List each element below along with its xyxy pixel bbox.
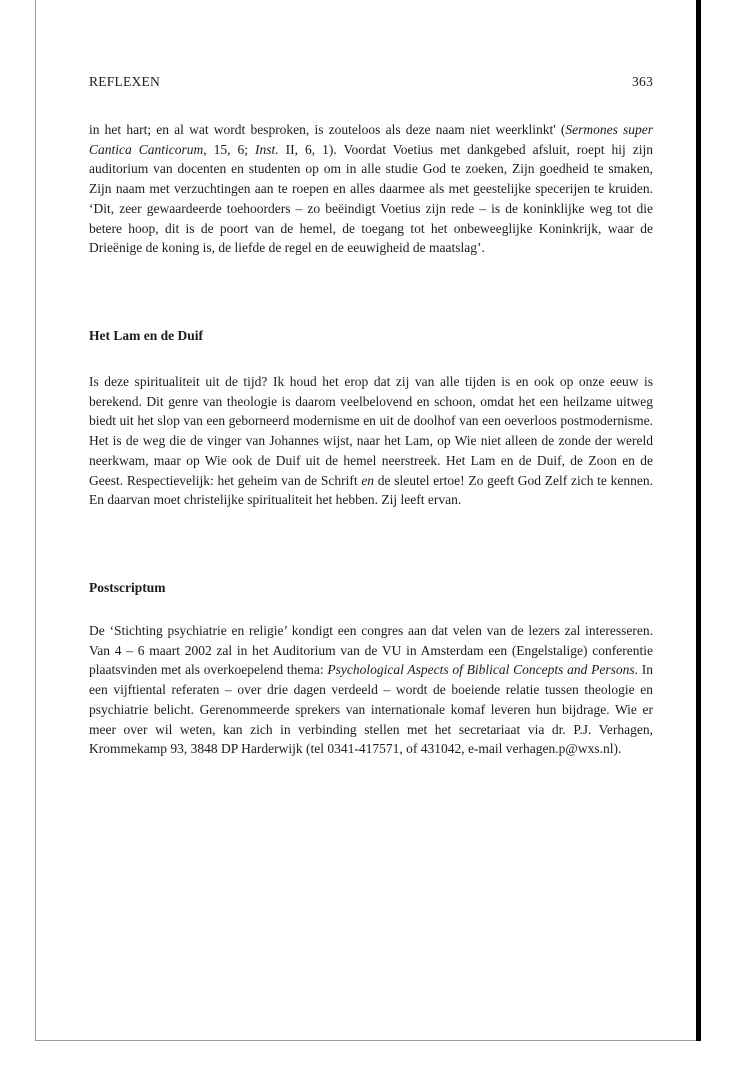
paragraph-text: de sleutel ertoe! Zo geeft God Zelf zich te kennen. En daarvan moet christelijke spiritualiteit het hebben. Zij leeft ervan. xyxy=(89,472,653,508)
body-paragraph-2 xyxy=(89,372,653,510)
paragraph-text: De ‘Stichting psychiatrie en religie’ kondigt een congres aan dat velen van de lezers zal interesseren. Van 4 – 6 maart 2002 zal in het Auditorium van de VU in Amsterdam een (Engelstalige) conferentie plaatsvinden met als overkoepelend thema: xyxy=(89,623,653,678)
paragraph-text: II, 6, 1). Voordat Voetius met dankgebed afsluit, roept hij zijn auditorium van docenten en studenten op om in alle studie God te zoeken, Zijn goedheid te smaken, Zijn naam met verzuchtingen aan te roepen en alles daarmee als met geestelijke specerijen te kruiden. ‘Dit, zeer gewaardeerde toehoorders – zo beëindigt Voetius zijn rede – is de koninklijke weg tot die betere hoop, dit is de poort van de hemel, de toegang tot het onbeweeglijke Koninkrijk, waar de Drieënige de koning is, de liefde de regel en de eeuwigheid de maatslag’. xyxy=(89,141,653,256)
paragraph-text: Is deze spiritualiteit uit de tijd? Ik houd het erop dat zij van alle tijden is en ook op onze eeuw is berekend. Dit genre van theologie is daarom veelbelovend en schoon, omdat het een heilzame uitweg biedt uit het slop van een geborneerd modernisme en uit de doolhof van een oeverloos postmodernisme. Het is de weg die de vinger van Johannes wijst, naar het Lam, op Wie niet alleen de zonde der wereld neerkwam, maar op Wie ook de Duif uit de hemel neerstreek. Het Lam en de Duif, de Zoon en de Geest. Respectievelijk: het geheim van de Schrift xyxy=(89,374,653,488)
section-heading-postscriptum: Postscriptum xyxy=(89,580,166,595)
scan-border-right xyxy=(696,0,701,1041)
scan-border-left xyxy=(35,0,36,1040)
running-title: REFLEXEN xyxy=(89,74,161,89)
section-heading-het-lam-en-de-duif: Het Lam en de Duif xyxy=(89,328,203,343)
italic-abbreviation: Inst. xyxy=(254,141,279,157)
paragraph-text: , 15, 6; xyxy=(203,141,255,157)
body-paragraph-1 xyxy=(89,120,653,258)
scan-border-bottom xyxy=(35,1040,700,1041)
body-paragraph-3 xyxy=(89,621,653,759)
italic-title: Sermones super Cantica Canticorum xyxy=(89,122,653,157)
italic-title: Psychological Aspects of Biblical Concepts and Persons xyxy=(327,662,635,678)
italic-word: en xyxy=(361,472,375,488)
paragraph-text: . In een vijftiental referaten – over drie dagen verdeeld – wordt de boeiende relatie tussen theologie en psychiatrie belicht. Gerenommeerde sprekers van internationale komaf leveren hun bijdrage. Wie er meer over wil weten, kan zich in verbinding stellen met het secretariaat via dr. P.J. Verhagen, Krommekamp 93, 3848 DP Harderwijk (tel 0341-417571, of 431042, e-mail verhagen.p@wxs.nl). xyxy=(89,662,653,757)
page-number: 363 xyxy=(632,74,653,89)
running-head xyxy=(89,73,653,91)
paragraph-text: in het hart; en al wat wordt besproken, is zouteloos als deze naam niet weerklinkt' ( xyxy=(89,122,566,137)
